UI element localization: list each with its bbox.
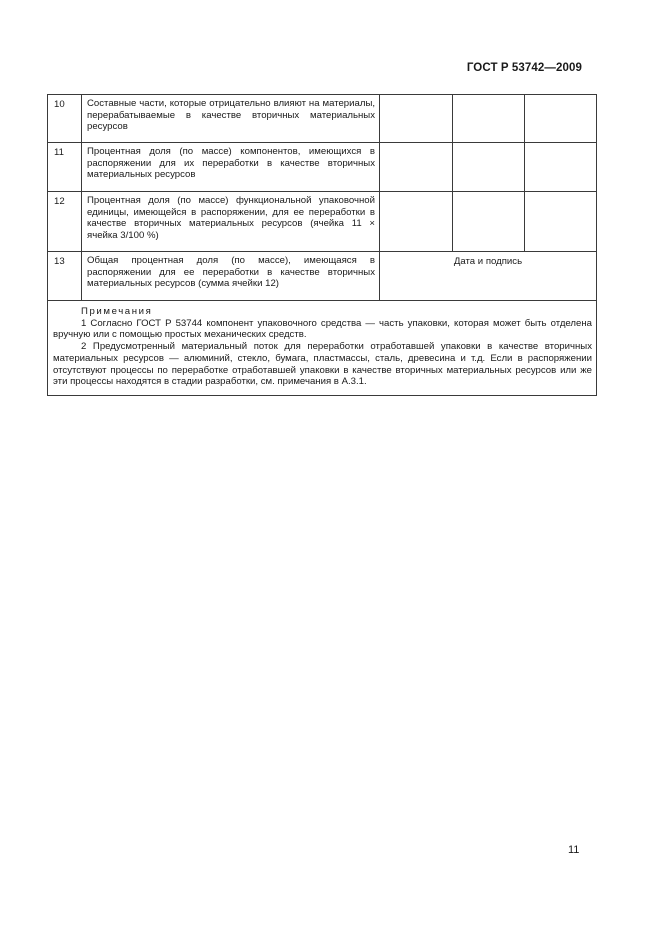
notes-title: Примечания	[81, 306, 153, 317]
cell-description: Составные части, которые отрицательно влияют на материалы, перерабатываемые в качестве вторичных материальных ресурсов	[82, 95, 380, 143]
cell-empty	[453, 143, 525, 192]
cell-empty	[453, 192, 525, 252]
notes-row	[48, 301, 597, 396]
table-row	[48, 95, 597, 143]
notes-cell	[48, 301, 597, 396]
cell-empty	[525, 143, 597, 192]
cell-empty	[380, 192, 453, 252]
cell-number: 10	[48, 95, 82, 143]
cell-description: Процентная доля (по массе) компонентов, имеющихся в распоряжении для их переработки в качестве вторичных материальных ресурсов	[82, 143, 380, 192]
cell-empty	[380, 95, 453, 143]
note-item: 2 Предусмотренный материальный поток для переработки отработавшей упаковки в качестве вторичных материальных ресурсов — алюминий, стекло, бумага, пластмассы, сталь, древесина и т.д. Если в распоряжении отсутствуют процессы по переработке отработавшей упаковки в качестве вторичных материальных ресурсов или же эти процессы находятся в стадии разработки, см. примечания в А.3.1.	[53, 341, 592, 388]
cell-empty	[380, 143, 453, 192]
cell-description: Процентная доля (по массе) функциональной упаковочной единицы, имеющейся в распоряжении, для ее переработки в качестве вторичных материальных ресурсов (ячейка 11 × ячейка 3/100 %)	[82, 192, 380, 252]
table-row	[48, 192, 597, 252]
note-item: 1 Согласно ГОСТ Р 53744 компонент упаковочного средства — часть упаковки, которая может быть отделена вручную или с помощью простых механических средств.	[53, 317, 592, 341]
page-number: 11	[568, 844, 580, 856]
cell-empty	[453, 95, 525, 143]
table-row	[48, 252, 597, 301]
cell-number: 13	[48, 252, 82, 301]
cell-number: 12	[48, 192, 82, 252]
date-signature-cell: Дата и подпись	[380, 252, 597, 301]
cell-empty	[525, 95, 597, 143]
table-row	[48, 143, 597, 192]
cell-empty	[525, 192, 597, 252]
cell-number: 11	[48, 143, 82, 192]
document-code: ГОСТ Р 53742—2009	[466, 62, 582, 74]
assessment-table	[47, 94, 597, 396]
cell-description: Общая процентная доля (по массе), имеющаяся в распоряжении для ее переработки в качестве вторичных материальных ресурсов (сумма ячейки 12)	[82, 252, 380, 301]
